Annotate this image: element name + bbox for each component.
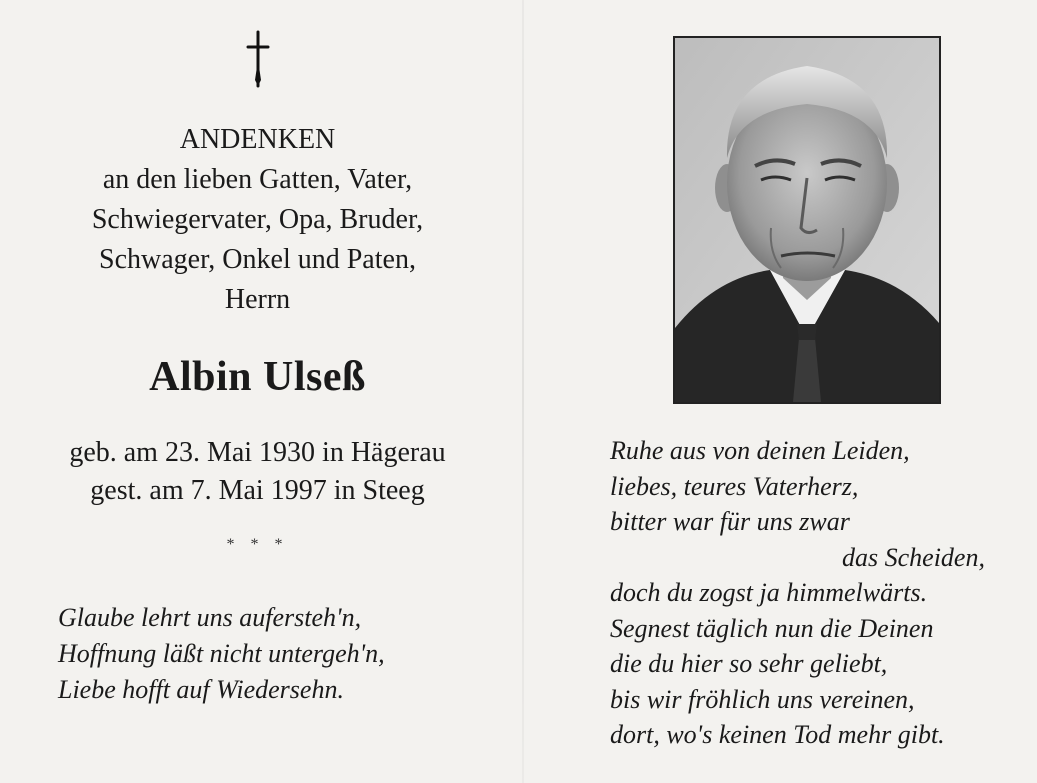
death-date: gest. am 7. Mai 1997 in Steeg [90, 475, 425, 506]
separator-stars: * * * [226, 536, 289, 553]
poem-line: dort, wo's keinen Tod mehr gibt. [610, 720, 945, 749]
dedication-line: Schwiegervater, Opa, Bruder, [91, 204, 424, 235]
life-dates [30, 434, 485, 510]
poem-line: Liebe hofft auf Wiedersehn. [58, 675, 344, 704]
cross-icon [240, 30, 276, 88]
poem-line: Ruhe aus von deinen Leiden, [610, 436, 910, 465]
birth-date: geb. am 23. Mai 1930 in Hägerau [69, 437, 446, 468]
obituary-text [30, 120, 485, 554]
poem-line: bitter war für uns zwar [610, 507, 850, 536]
poem-line: doch du zogst ja himmelwärts. [610, 578, 928, 607]
poem-line: bis wir fröhlich uns vereinen, [610, 684, 915, 714]
poem-line: liebes, teures Vaterherz, [610, 471, 859, 501]
deceased-name: Albin Ulseß [149, 354, 366, 400]
left-poem [58, 600, 498, 708]
dedication-line: an den lieben Gatten, Vater, [102, 164, 413, 195]
poem-line: Hoffnung läßt nicht untergeh'n, [58, 639, 385, 668]
portrait-photo [673, 36, 941, 404]
dedication-line: Schwager, Onkel und Paten, [99, 244, 416, 275]
dedication-line: Herrn [224, 284, 291, 315]
dedication [30, 120, 485, 320]
poem-line: Segnest täglich nun die Deinen [610, 613, 934, 643]
poem-line: Glaube lehrt uns aufersteh'n, [58, 603, 362, 632]
right-poem [610, 433, 1015, 753]
card-fold [522, 0, 524, 783]
dedication-title: ANDENKEN [179, 124, 336, 155]
poem-line: das Scheiden, [842, 542, 985, 572]
poem-line: die du hier so sehr geliebt, [610, 649, 888, 678]
